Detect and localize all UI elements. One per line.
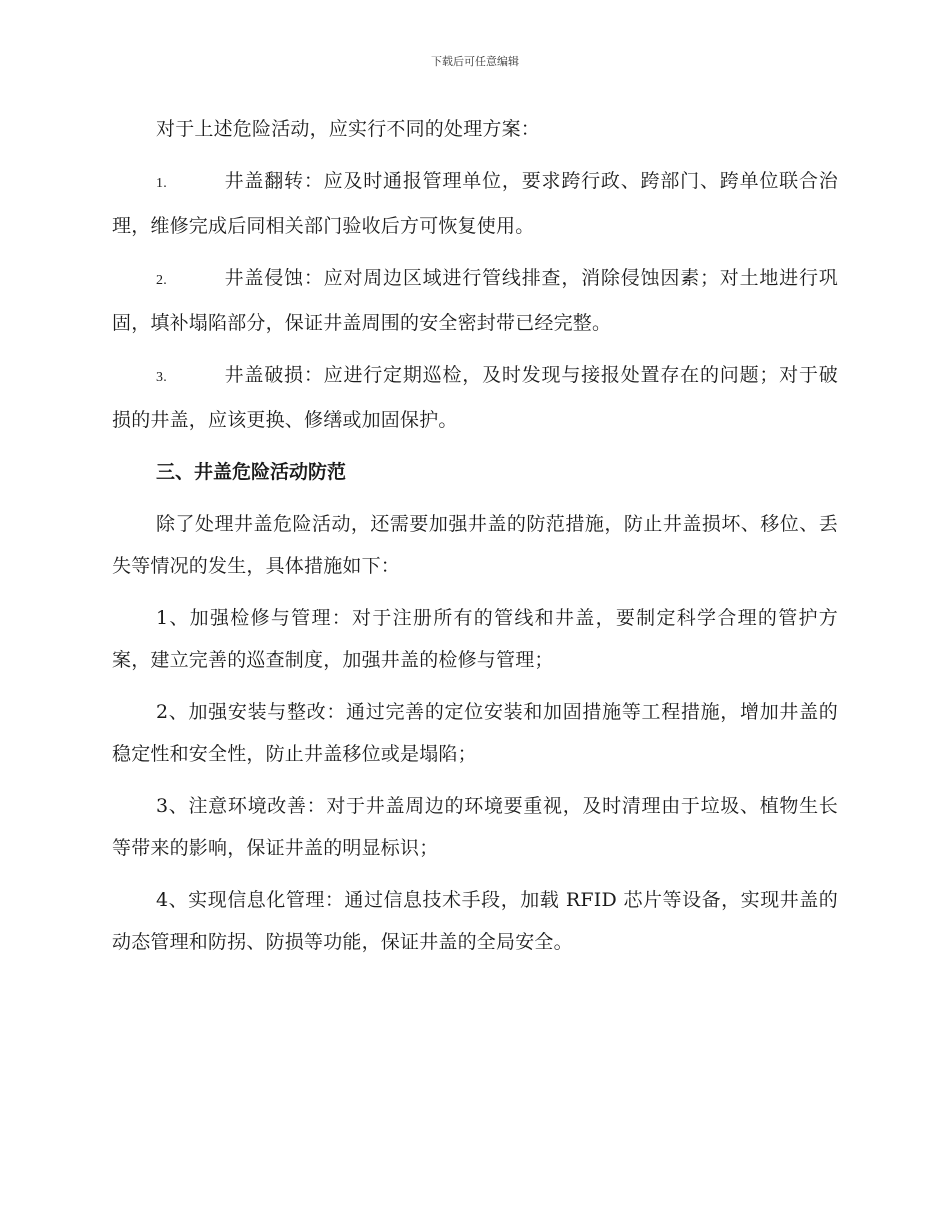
measure-item-4: 4、实现信息化管理：通过信息技术手段，加载 RFID 芯片等设备，实现井盖的动态管理和防拐、防损等功能，保证井盖的全局安全。 bbox=[112, 889, 838, 953]
handling-item-number: 3. bbox=[156, 370, 167, 385]
measure-item-2: 2、加强安装与整改：通过完善的定位安装和加固措施等工程措施，增加井盖的稳定性和安全性，防止井盖移位或是塌陷； bbox=[112, 701, 838, 765]
handling-item-text: 井盖破损：应进行定期巡检，及时发现与接报处置存在的问题；对于破损的井盖，应该更换、修缮或加固保护。 bbox=[112, 364, 838, 431]
intro-paragraph: 对于上述危险活动，应实行不同的处理方案： bbox=[156, 118, 541, 140]
handling-item-text: 井盖翻转：应及时通报管理单位，要求跨行政、跨部门、跨单位联合治理，维修完成后同相关部门验收后方可恢复使用。 bbox=[112, 170, 838, 237]
handling-item-2 bbox=[112, 257, 838, 344]
section-intro-paragraph: 除了处理井盖危险活动，还需要加强井盖的防范措施，防止井盖损坏、移位、丢失等情况的发生，具体措施如下： bbox=[112, 513, 838, 577]
section-heading: 三、井盖危险活动防范 bbox=[156, 461, 347, 483]
handling-item-text: 井盖侵蚀：应对周边区域进行管线排查，消除侵蚀因素；对土地进行巩固，填补塌陷部分，保证井盖周围的安全密封带已经完整。 bbox=[112, 267, 838, 334]
handling-item-1 bbox=[112, 160, 838, 247]
handling-item-number: 1. bbox=[156, 176, 167, 191]
measure-item-1: 1、加强检修与管理：对于注册所有的管线和井盖，要制定科学合理的管护方案，建立完善的巡查制度，加强井盖的检修与管理； bbox=[112, 607, 838, 671]
handling-item-number: 2. bbox=[156, 273, 167, 288]
header-note: 下载后可任意编辑 bbox=[431, 55, 519, 68]
document-body bbox=[112, 108, 838, 973]
measure-item-3: 3、注意环境改善：对于井盖周边的环境要重视，及时清理由于垃圾、植物生长等带来的影响，保证井盖的明显标识； bbox=[112, 795, 838, 859]
handling-item-3 bbox=[112, 354, 838, 441]
